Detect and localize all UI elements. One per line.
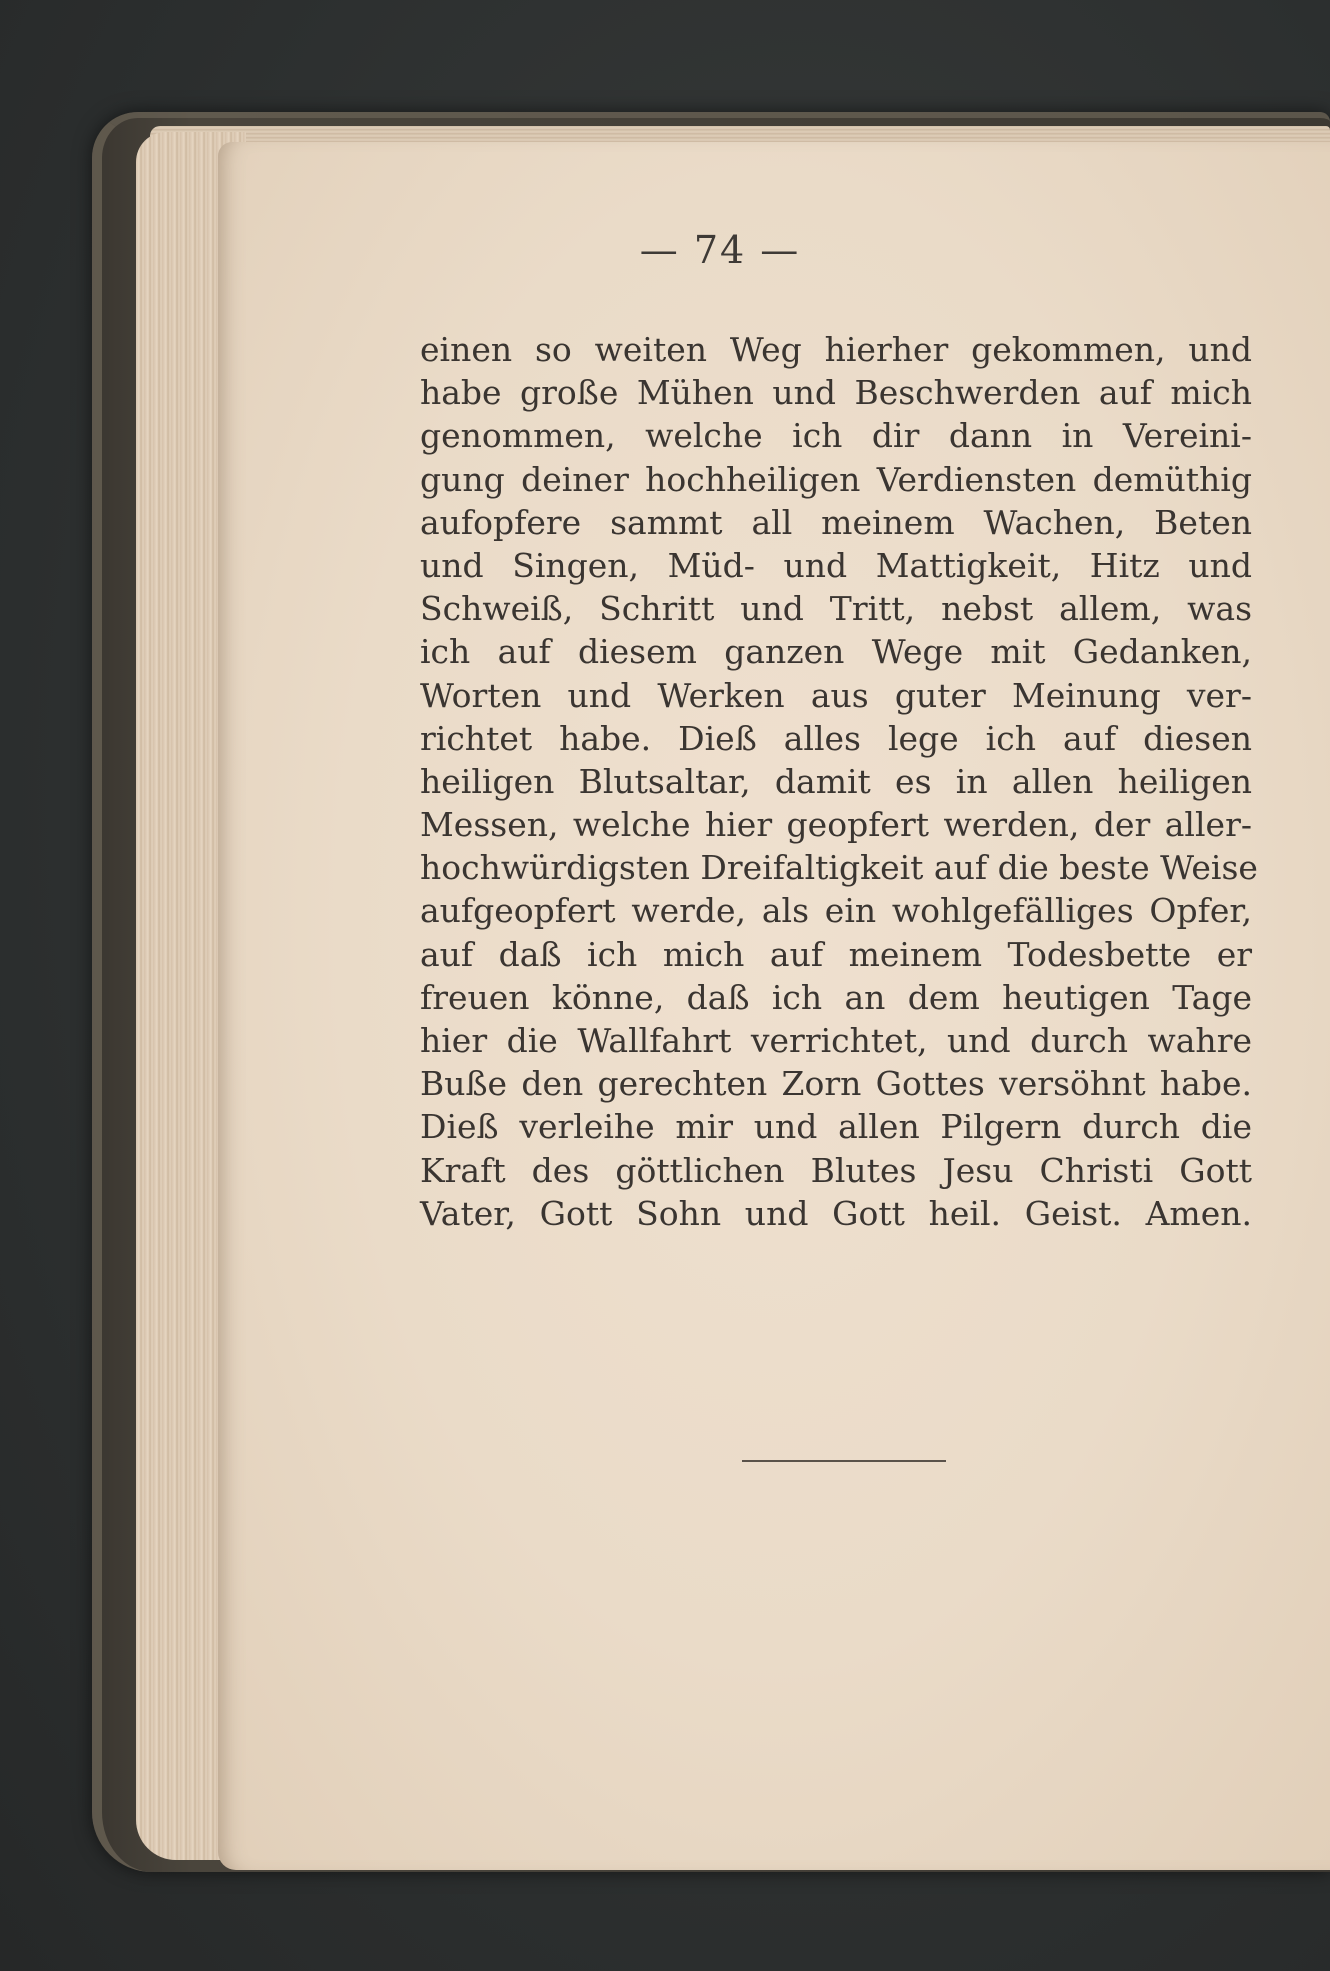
text-line: Dieß verleihe mir und allen Pilgern durch die xyxy=(420,1107,1252,1147)
text-line: gung deiner hochheiligen Verdiensten demüthig xyxy=(420,459,1252,499)
text-line: Worten und Werken aus guter Meinung ver- xyxy=(420,675,1252,715)
text-line: aufopfere sammt all meinem Wachen, Beten xyxy=(420,502,1252,542)
body-text xyxy=(420,328,1258,1235)
text-line: hochwürdigsten Dreifaltigkeit auf die beste Weise xyxy=(420,848,1258,888)
text-line: richtet habe. Dieß alles lege ich auf diesen xyxy=(420,718,1252,758)
text-line: freuen könne, daß ich an dem heutigen Tage xyxy=(420,977,1252,1017)
text-line: heiligen Blutsaltar, damit es in allen heiligen xyxy=(420,761,1252,801)
text-line: habe große Mühen und Beschwerden auf mich xyxy=(420,373,1252,413)
text-line: hier die Wallfahrt verrichtet, und durch wahre xyxy=(420,1021,1252,1060)
text-line: Schweiß, Schritt und Tritt, nebst allem, was xyxy=(420,589,1252,629)
text-line: Messen, welche hier geopfert werden, der aller- xyxy=(420,805,1252,845)
end-rule xyxy=(742,1460,946,1462)
text-line: Buße den gerechten Zorn Gottes versöhnt habe. xyxy=(420,1064,1252,1104)
text-line: und Singen, Müd- und Mattigkeit, Hitz und xyxy=(420,545,1252,585)
text-line: Vater, Gott Sohn und Gott heil. Geist. Amen. xyxy=(420,1193,1252,1233)
text-line: genommen, welche ich dir dann in Vereini- xyxy=(420,416,1252,456)
text-line: auf daß ich mich auf meinem Todesbette er xyxy=(420,934,1252,974)
text-line: ich auf diesem ganzen Wege mit Gedanken, xyxy=(420,632,1252,672)
text-line: aufgeopfert werde, als ein wohlgefälliges Opfer, xyxy=(420,891,1252,931)
text-line: einen so weiten Weg hierher gekommen, und xyxy=(420,330,1252,369)
text-line: Kraft des göttlichen Blutes Jesu Christi Gott xyxy=(420,1150,1252,1190)
page-number: — 74 — xyxy=(639,228,801,272)
